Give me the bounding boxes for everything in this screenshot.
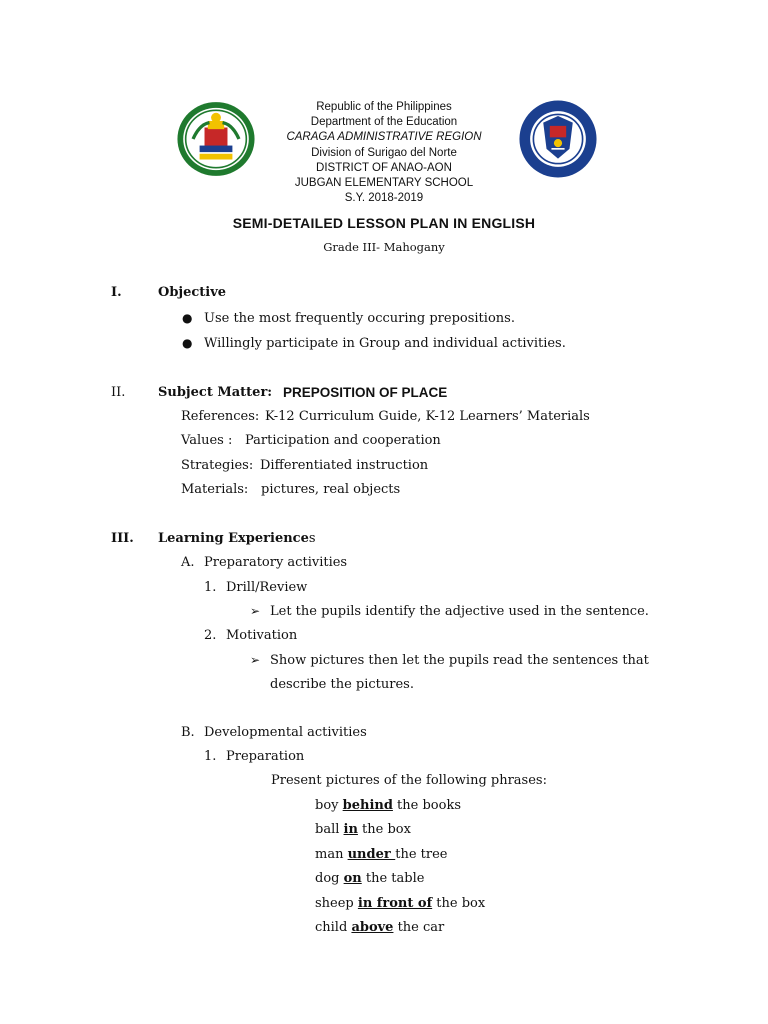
- b-item-1-label: Preparation: [226, 749, 305, 764]
- phrase-object: the car: [393, 920, 445, 935]
- subject-topic: PREPOSITION OF PLACE: [283, 385, 448, 400]
- section-i-heading: Objective: [158, 285, 227, 300]
- phrase-preposition: in front of: [357, 896, 433, 911]
- phrase-preposition: above: [351, 920, 394, 935]
- bullet-icon: ●: [182, 336, 193, 350]
- header-division: Division of Surigao del Norte: [311, 146, 457, 159]
- materials-value: pictures, real objects: [261, 482, 401, 497]
- section-ii-numeral: II.: [111, 385, 126, 400]
- header-region: CARAGA ADMINISTRATIVE REGION: [286, 131, 482, 144]
- objective-bullet-1: Use the most frequently occuring prepositions.: [204, 311, 515, 326]
- phrase-preposition: under: [347, 847, 396, 862]
- phrase-noun: dog: [315, 871, 344, 886]
- a-item-1-instruction: Let the pupils identify the adjective used in the sentence.: [270, 604, 649, 619]
- present-instruction: Present pictures of the following phrases:: [271, 773, 547, 788]
- header-school-year: S.Y. 2018-2019: [344, 192, 424, 205]
- a-item-1-label: Drill/Review: [226, 580, 308, 595]
- arrow-bullet-icon: ➢: [250, 604, 261, 618]
- section-iii-heading: [158, 531, 316, 546]
- b-item-1-number: 1.: [204, 749, 217, 764]
- phrase-noun: child: [315, 920, 352, 935]
- phrase-line: [315, 822, 411, 837]
- header-district: DISTRICT OF ANAO-AON: [316, 161, 452, 174]
- bullet-icon: ●: [182, 311, 193, 325]
- part-b-letter: B.: [181, 725, 195, 740]
- a-item-2-instruction-line2: describe the pictures.: [270, 677, 414, 692]
- arrow-bullet-icon: ➢: [250, 653, 261, 667]
- phrase-line: [315, 798, 461, 813]
- materials-label: Materials:: [181, 482, 249, 497]
- phrase-object: the box: [432, 896, 486, 911]
- phrase-preposition: behind: [342, 798, 393, 813]
- header-school: JUBGAN ELEMENTARY SCHOOL: [294, 177, 474, 190]
- part-a-letter: A.: [181, 555, 195, 570]
- strategies-value: Differentiated instruction: [260, 458, 429, 473]
- section-iii-heading-tail: s: [308, 531, 316, 546]
- phrase-preposition: in: [343, 822, 358, 837]
- section-iii-heading-main: Learning Experience: [158, 531, 309, 546]
- phrase-object: the tree: [395, 847, 448, 862]
- phrase-noun: ball: [315, 822, 344, 837]
- phrase-object: the box: [357, 822, 411, 837]
- lesson-plan-title: SEMI-DETAILED LESSON PLAN IN ENGLISH: [232, 215, 536, 231]
- a-item-2-label: Motivation: [226, 628, 298, 643]
- references-value: K-12 Curriculum Guide, K-12 Learners’ Materials: [265, 409, 590, 424]
- phrase-object: the books: [392, 798, 462, 813]
- section-ii-heading: Subject Matter:: [158, 385, 273, 400]
- school-header: [0, 100, 768, 206]
- objective-bullet-2: Willingly participate in Group and individual activities.: [204, 336, 566, 351]
- section-i-numeral: I.: [111, 285, 122, 300]
- values-value: Participation and cooperation: [245, 433, 441, 448]
- phrase-preposition: on: [343, 871, 362, 886]
- phrase-line: [315, 920, 444, 935]
- phrase-line: [315, 847, 447, 862]
- grade-section: Grade III- Mahogany: [323, 240, 445, 254]
- a-item-2-number: 2.: [204, 628, 217, 643]
- phrase-noun: man: [315, 847, 348, 862]
- strategies-label: Strategies:: [181, 458, 254, 473]
- header-department: Department of the Education: [310, 116, 458, 129]
- phrase-object: the table: [361, 871, 425, 886]
- phrase-line: [315, 896, 485, 911]
- phrase-line: [315, 871, 424, 886]
- part-a-label: Preparatory activities: [204, 555, 348, 570]
- phrase-noun: boy: [315, 798, 343, 813]
- references-label: References:: [181, 409, 260, 424]
- values-label: Values :: [181, 433, 233, 448]
- header-republic: Republic of the Philippines: [316, 101, 452, 113]
- a-item-1-number: 1.: [204, 580, 217, 595]
- section-iii-numeral: III.: [111, 531, 134, 546]
- part-b-label: Developmental activities: [204, 725, 367, 740]
- a-item-2-instruction-line1: Show pictures then let the pupils read the sentences that: [270, 653, 649, 668]
- phrase-noun: sheep: [315, 896, 358, 911]
